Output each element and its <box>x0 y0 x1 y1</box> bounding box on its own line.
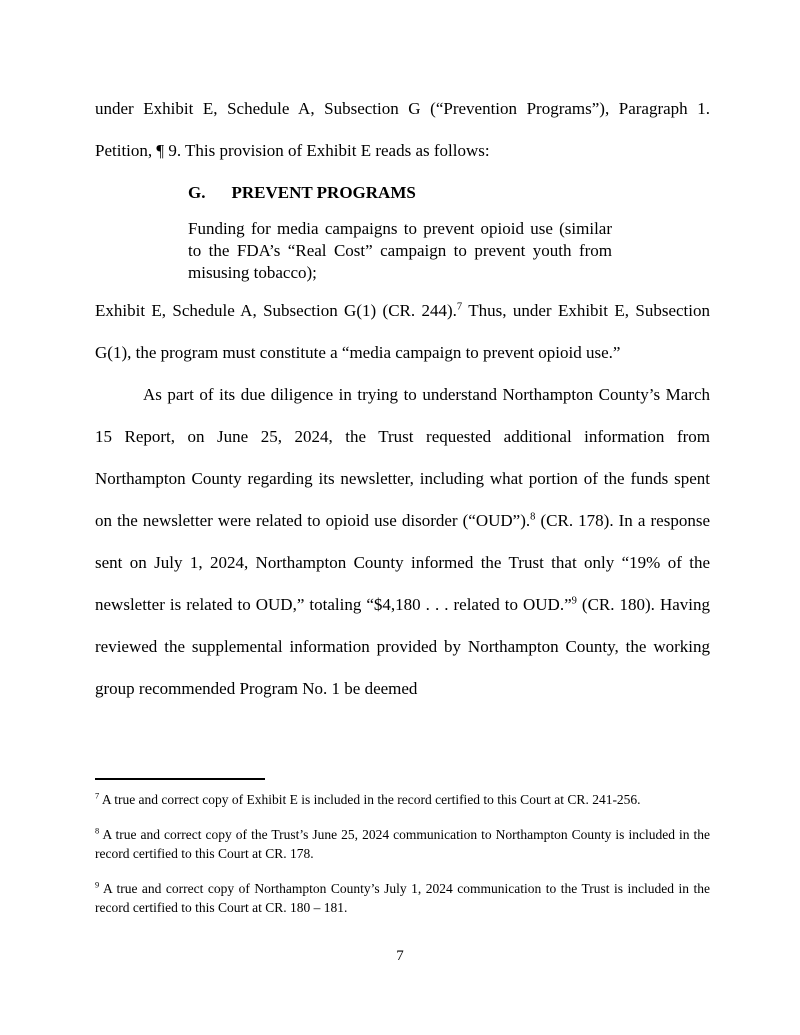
quote-section-title: PREVENT PROGRAMS <box>231 183 416 202</box>
footnote-9-number: 9 <box>95 880 100 890</box>
footnote-separator-rule <box>95 778 265 780</box>
page-number: 7 <box>396 948 404 964</box>
footnote-ref-9: 9 <box>571 595 577 607</box>
footnote-7 <box>95 790 710 809</box>
citation-part-2: Thus, under Exhibit E, Subsection G(1), the program must constitute a “media campaign to prevent opioid use.” <box>95 301 710 362</box>
footnote-ref-7: 7 <box>456 301 463 313</box>
due-diligence-part-1: As part of its due diligence in trying to understand Northampton County’s March 15 Report, on June 25, 2024, the Trust requested additional information from Northampton County regarding its newsletter, including what portion of the funds spent on the newsletter were related to opioid use disorder (“OUD”). <box>95 385 710 530</box>
citation-part-1: Exhibit E, Schedule A, Subsection G(1) (CR. 244). <box>95 301 457 320</box>
footnote-area <box>95 778 710 933</box>
paragraph-exhibit-intro: under Exhibit E, Schedule A, Subsection G (“Prevention Programs”), Paragraph 1. Petition, ¶ 9. This provision of Exhibit E reads as follows: <box>95 99 710 160</box>
block-quote-text: Funding for media campaigns to prevent opioid use (similar to the FDA’s “Real Cost” campaign to prevent youth from misusing tobacco); <box>188 219 612 282</box>
footnote-7-text: A true and correct copy of Exhibit E is included in the record certified to this Court at CR. 241-256. <box>99 792 641 807</box>
due-diligence-part-2: (CR. 178). In a response sent on July 1, 2024, Northampton County informed the Trust that only “19% of the newsletter is related to OUD,” totaling “$4,180 . . . related to OUD.” <box>95 511 710 614</box>
quote-section-letter: G. <box>188 183 206 202</box>
paragraph-citation <box>95 290 710 374</box>
due-diligence-part-3: (CR. 180). Having reviewed the supplemental information provided by Northampton County, the working group recommended Program No. 1 be deemed <box>95 595 710 698</box>
footnote-9-text: A true and correct copy of Northampton County’s July 1, 2024 communication to the Trust is included in the record certified to this Court at CR. 180 – 181. <box>95 881 710 915</box>
footnote-8-number: 8 <box>95 826 100 836</box>
paragraph-due-diligence <box>95 374 710 710</box>
footnote-8-text: A true and correct copy of the Trust’s June 25, 2024 communication to Northampton County is included in the record certified to this Court at CR. 178. <box>95 827 710 861</box>
footnote-8 <box>95 825 710 863</box>
footnote-ref-8: 8 <box>530 511 536 523</box>
quote-section-heading <box>188 172 710 214</box>
footnote-9 <box>95 879 710 917</box>
footnote-7-number: 7 <box>95 791 100 801</box>
